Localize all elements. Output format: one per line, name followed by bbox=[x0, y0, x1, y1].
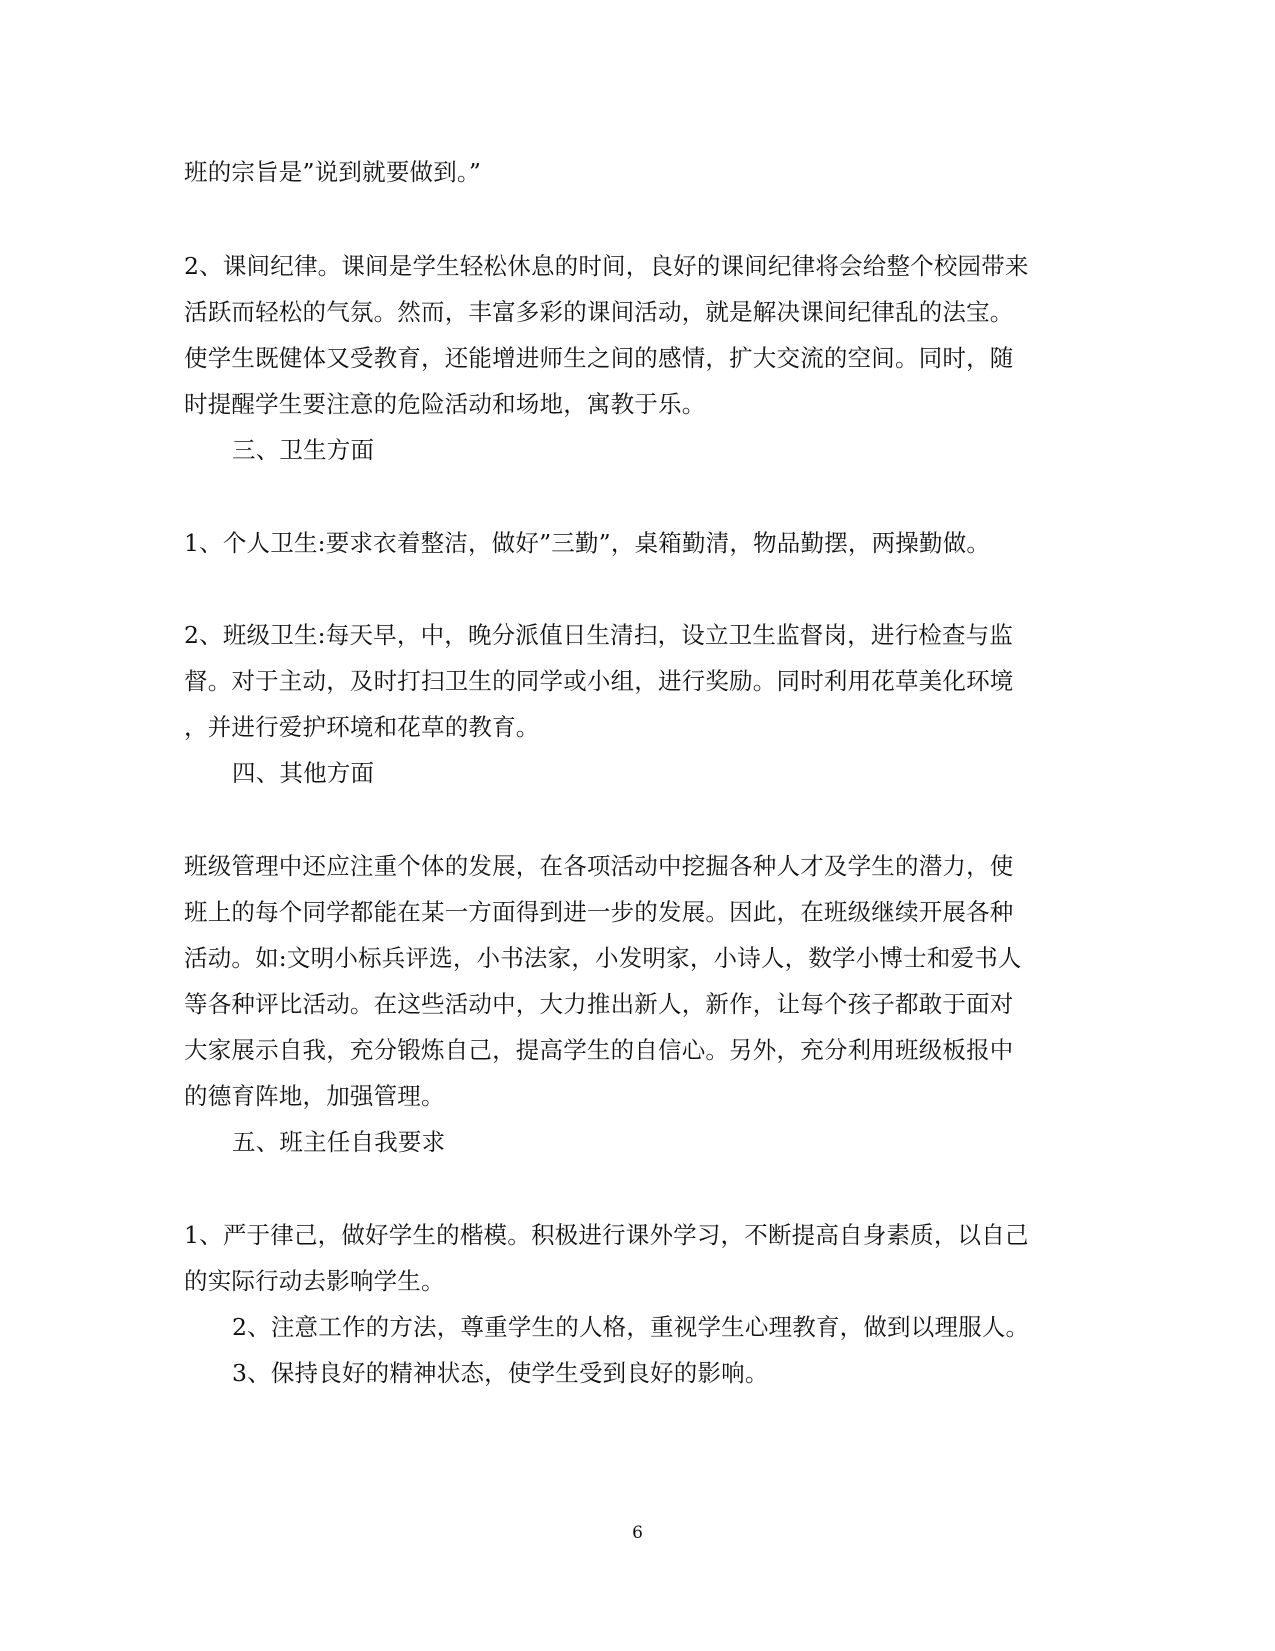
text-line: 班的宗旨是”说到就要做到。” bbox=[184, 158, 482, 186]
text-line: 时提醒学生要注意的危险活动和场地，寓教于乐。 bbox=[184, 390, 706, 418]
text-line: 大家展示自我，充分锻炼自己，提高学生的自信心。另外，充分利用班级板报中 bbox=[184, 1036, 1014, 1064]
text-line: 等各种评比活动。在这些活动中，大力推出新人，新作，让每个孩子都敢于面对 bbox=[184, 990, 1014, 1018]
text-line: 督。对于主动，及时打扫卫生的同学或小组，进行奖励。同时利用花草美化环境 bbox=[184, 667, 1014, 695]
text-line: 的实际行动去影响学生。 bbox=[184, 1267, 445, 1295]
text-line: 2、课间纪律。课间是学生轻松休息的时间，良好的课间纪律将会给整个校园带来 bbox=[184, 252, 1029, 280]
text-line: 2、注意工作的方法，尊重学生的人格，重视学生心理教育，做到以理服人。 bbox=[232, 1313, 1030, 1341]
text-line: 3、保持良好的精神状态，使学生受到良好的影响。 bbox=[232, 1359, 769, 1387]
text-line: 2、班级卫生:每天早，中，晚分派值日生清扫，设立卫生监督岗，进行检查与监 bbox=[184, 621, 1014, 649]
text-line: 1、严于律己，做好学生的楷模。积极进行课外学习，不断提高自身素质，以自己 bbox=[184, 1221, 1029, 1249]
section-heading: 五、班主任自我要求 bbox=[232, 1128, 446, 1156]
text-line: 的德育阵地，加强管理。 bbox=[184, 1082, 445, 1110]
section-heading: 三、卫生方面 bbox=[232, 436, 375, 464]
text-line: 使学生既健体又受教育，还能增进师生之间的感情，扩大交流的空间。同时，随 bbox=[184, 344, 1014, 372]
text-line: 活跃而轻松的气氛。然而，丰富多彩的课间活动，就是解决课间纪律乱的法宝。 bbox=[184, 298, 1014, 326]
text-line: 班上的每个同学都能在某一方面得到进一步的发展。因此，在班级继续开展各种 bbox=[184, 898, 1014, 926]
text-line: 1、个人卫生:要求衣着整洁，做好”三勤”，桌箱勤清，物品勤摆，两操勤做。 bbox=[184, 529, 991, 557]
page-number: 6 bbox=[632, 1523, 643, 1543]
text-line: 班级管理中还应注重个体的发展，在各项活动中挖掘各种人才及学生的潜力，使 bbox=[184, 852, 1014, 880]
section-heading: 四、其他方面 bbox=[232, 759, 375, 787]
text-line: ，并进行爱护环境和花草的教育。 bbox=[184, 713, 540, 741]
text-line: 活动。如:文明小标兵评选，小书法家，小发明家，小诗人，数学小博士和爱书人 bbox=[184, 944, 1022, 972]
